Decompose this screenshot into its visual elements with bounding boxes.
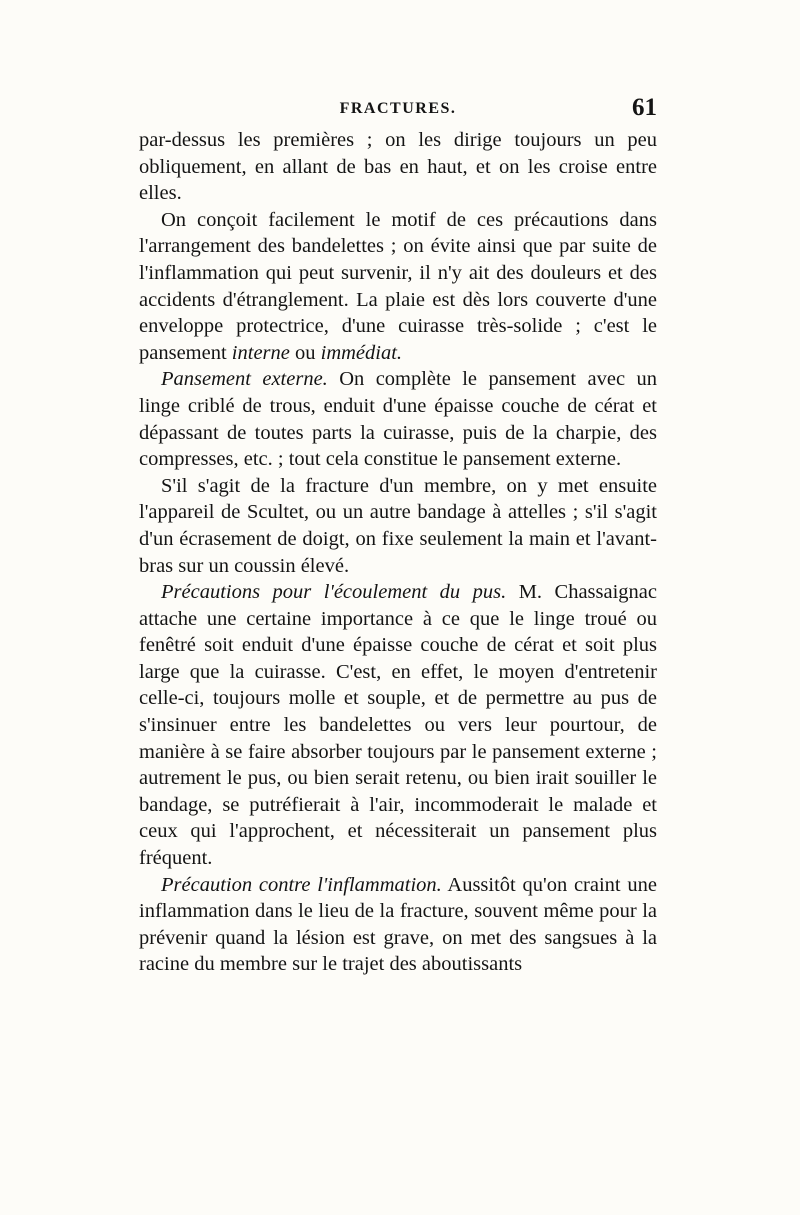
- body-text: [139, 127, 657, 978]
- paragraph-fracture-membre: [139, 473, 657, 579]
- paragraph-pansement-externe: [139, 366, 657, 472]
- italic-term-immediat: immédiat.: [320, 341, 403, 364]
- text-run: S'il s'agit de la fracture d'un membre, on y met ensuite l'appareil de Scultet, ou un autre bandage à attelles ; s'il s'agit d'un écrasement de doigt, on fixe seulement la main et l'avant-bras sur un coussin élevé.: [139, 474, 657, 577]
- paragraph-ecoulement-pus: [139, 579, 657, 872]
- paragraph-inflammation: [139, 872, 657, 978]
- text-run: On conçoit facilement le motif de ces précautions dans l'arrangement des bandelettes ; on évite ainsi que par suite de l'inflammation qui peut survenir, il n'y ait des douleurs et des accidents d'étranglement. La plaie est dès lors couverte d'une enveloppe protectrice, d'une cuirasse très-solide ; c'est le pansement: [139, 208, 657, 364]
- text-run: par-dessus les premières ; on les dirige toujours un peu obliquement, en allant de bas en haut, et on les croise entre elles.: [139, 129, 657, 205]
- text-run: Aussitôt qu'on craint une inflammation dans le lieu de la fracture, souvent même pour la prévenir quand la lésion est grave, on met des sangsues à la racine du membre sur le trajet des aboutissants: [139, 873, 657, 976]
- running-head: [139, 96, 657, 126]
- section-heading-pansement-externe: Pansement externe.: [161, 368, 328, 391]
- italic-term-interne: interne: [231, 341, 290, 364]
- text-run: ou: [289, 341, 321, 364]
- section-heading-inflammation: Précaution contre l'inflammation.: [161, 873, 442, 896]
- paragraph-continuation: [139, 127, 657, 207]
- paragraph-precautions-motive: [139, 207, 657, 367]
- section-heading-ecoulement-pus: Précautions pour l'écoulement du pus.: [161, 581, 507, 604]
- text-run: On complète le pansement avec un linge criblé de trous, enduit d'une épaisse couche de cérat et dépassant de toutes parts la cuirasse, puis de la charpie, des compresses, etc. ; tout cela constitue le pansement externe.: [139, 368, 657, 471]
- running-title: FRACTURES.: [339, 100, 457, 117]
- page-number: 61: [632, 94, 657, 121]
- text-run: M. Chassaignac attache une certaine importance à ce que le linge troué ou fenêtré soit enduit d'une épaisse couche de cérat et soit plus large que la cuirasse. C'est, en effet, le moyen d'entretenir celle-ci, toujours molle et souple, et de permettre au pus de s'insinuer entre les bandelettes ou vers leur pourtour, de manière à se faire absorber toujours par le pansement externe ; autrement le pus, ou bien serait retenu, ou bien irait souiller le bandage, se putréfierait à l'air, incommoderait le malade et ceux qui l'approchent, et nécessiterait un pansement plus fréquent.: [139, 581, 657, 870]
